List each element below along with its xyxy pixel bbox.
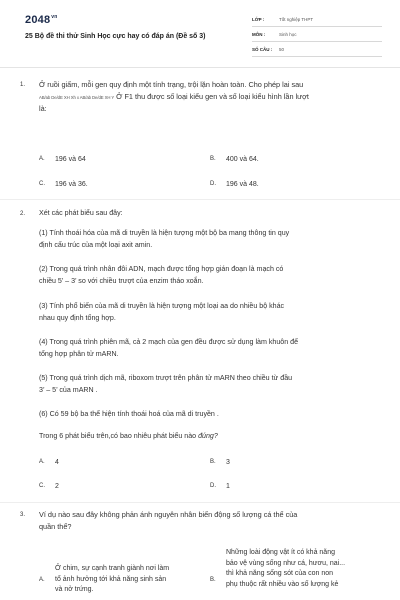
option-letter: B. [210, 577, 216, 583]
meta-class [252, 17, 313, 22]
option-letter: B. [210, 459, 216, 465]
statement-3 [39, 301, 384, 324]
option-text[interactable] [226, 548, 386, 590]
logo-suffix: vn [51, 14, 58, 20]
option-text[interactable]: 3 [226, 459, 230, 466]
header-divider [0, 67, 400, 68]
statement-line: (1) Tính thoái hóa của mã di truyền là hiện tượng một bộ ba mang thông tin quy [39, 229, 290, 237]
option-letter: D. [210, 483, 216, 489]
option-letter: B. [210, 156, 216, 162]
option-text[interactable]: 400 và 64. [226, 156, 259, 163]
meta-divider [252, 26, 382, 27]
logo-text: 2048 [25, 14, 51, 26]
option-letter: A. [39, 577, 45, 583]
meta-class-key: LỚP : [252, 17, 265, 22]
statement-line: chiều 5’ – 3’ so với chiều trượt của enzim tháo xoắn. [39, 276, 204, 285]
option-letter: A. [39, 156, 45, 162]
question-2-prompt [39, 431, 384, 443]
statement-4 [39, 337, 384, 360]
meta-count-value: 50 [279, 47, 285, 52]
option-line: và nở trứng. [55, 586, 94, 593]
question-3-stem [39, 509, 384, 532]
statement-2 [39, 264, 384, 287]
question-2-intro: Xét các phát biểu sau đây: [39, 209, 123, 217]
statement-line: định cấu trúc của một loại axit amin. [39, 240, 153, 249]
question-1-number: 1. [20, 82, 26, 88]
question-separator [0, 502, 400, 503]
statement-line: (3) Tính phổ biến của mã di truyền là hiện tượng một loại aa do nhiều bộ khác [39, 302, 285, 310]
question-1-line: là: [39, 104, 47, 113]
question-1-stem [39, 79, 384, 115]
option-text[interactable] [55, 564, 205, 596]
meta-count [252, 47, 284, 52]
option-letter: A. [39, 459, 45, 465]
option-line: Những loài động vật ít có khả năng [226, 549, 335, 556]
option-text[interactable]: 196 và 64 [55, 156, 86, 163]
meta-class-value: Tốt nghiệp THPT [279, 17, 314, 22]
statement-line: nhau quy định tổng hợp. [39, 313, 116, 322]
meta-divider [252, 56, 382, 57]
meta-count-key: SỐ CÂU : [252, 47, 273, 52]
question-3-line: quần thể? [39, 521, 72, 531]
site-logo[interactable] [25, 14, 58, 26]
option-line: thì khả năng sống sót của con non [226, 570, 334, 577]
question-1-line-text: Ở F1 thu được số loại kiểu gen và số loại kiểu hình lần lượt [114, 91, 309, 101]
statement-line: (2) Trong quá trình nhân đôi ADN, mạch được tổng hợp gián đoạn là mạch có [39, 265, 284, 273]
option-text[interactable]: 196 và 36. [55, 181, 88, 188]
meta-subject [252, 32, 297, 37]
option-line: phụ thuộc rất nhiều vào số lượng kẻ [226, 580, 339, 588]
prompt-text: Trong 6 phát biểu trên,có bao nhiêu phát biểu nào [39, 432, 199, 440]
question-1-line: Ở ruồi giấm, mỗi gen quy định một tính trạng, trội lặn hoàn toàn. Cho phép lai sau [39, 80, 304, 89]
statement-5 [39, 373, 384, 396]
option-text[interactable]: 1 [226, 483, 230, 490]
option-line: Ở chim, sự cạnh tranh giành nơi làm [55, 565, 170, 572]
option-line: tổ ảnh hưởng tới khả năng sinh sản [55, 575, 167, 583]
meta-divider [252, 41, 382, 42]
question-2-number: 2. [20, 211, 26, 217]
meta-subject-key: MÔN : [252, 32, 266, 37]
option-letter: D. [210, 181, 216, 187]
statement-line: tổng hợp phân tử mARN. [39, 349, 119, 358]
option-text[interactable]: 4 [55, 459, 59, 466]
genotype-formula: AB/ab De/dE XH Xh x AB/ab De/dE XH Y [39, 94, 115, 100]
statement-6: (6) Có 59 bộ ba thể hiện tính thoái hoá của mã di truyền . [39, 410, 219, 418]
question-separator [0, 199, 400, 200]
option-letter: C. [39, 483, 45, 489]
option-text[interactable]: 196 và 48. [226, 181, 259, 188]
document-title: 25 Bộ đề thi thử Sinh Học cực hay có đáp án (Đề số 3) [25, 33, 206, 40]
option-text[interactable]: 2 [55, 483, 59, 490]
meta-subject-value: Sinh học [279, 32, 297, 37]
statement-1 [39, 228, 384, 251]
question-3-line: Ví dụ nào sau đây không phản ánh nguyên nhân biến động số lượng cá thể của [39, 510, 298, 519]
prompt-emphasis: đúng? [198, 432, 218, 440]
question-1-line [39, 91, 384, 104]
question-3-number: 3. [20, 512, 26, 518]
statement-line: (5) Trong quá trình dịch mã, riboxom trượt trên phân tử mARN theo chiều từ đầu [39, 374, 293, 382]
option-line: bảo vệ vùng sống như cá, hươu, nai... [226, 559, 346, 567]
option-letter: C. [39, 181, 45, 187]
statement-line: 3’ – 5’ của mARN . [39, 385, 98, 394]
statement-line: (4) Trong quá trình phiên mã, cả 2 mạch của gen đều được sử dụng làm khuôn để [39, 338, 299, 346]
